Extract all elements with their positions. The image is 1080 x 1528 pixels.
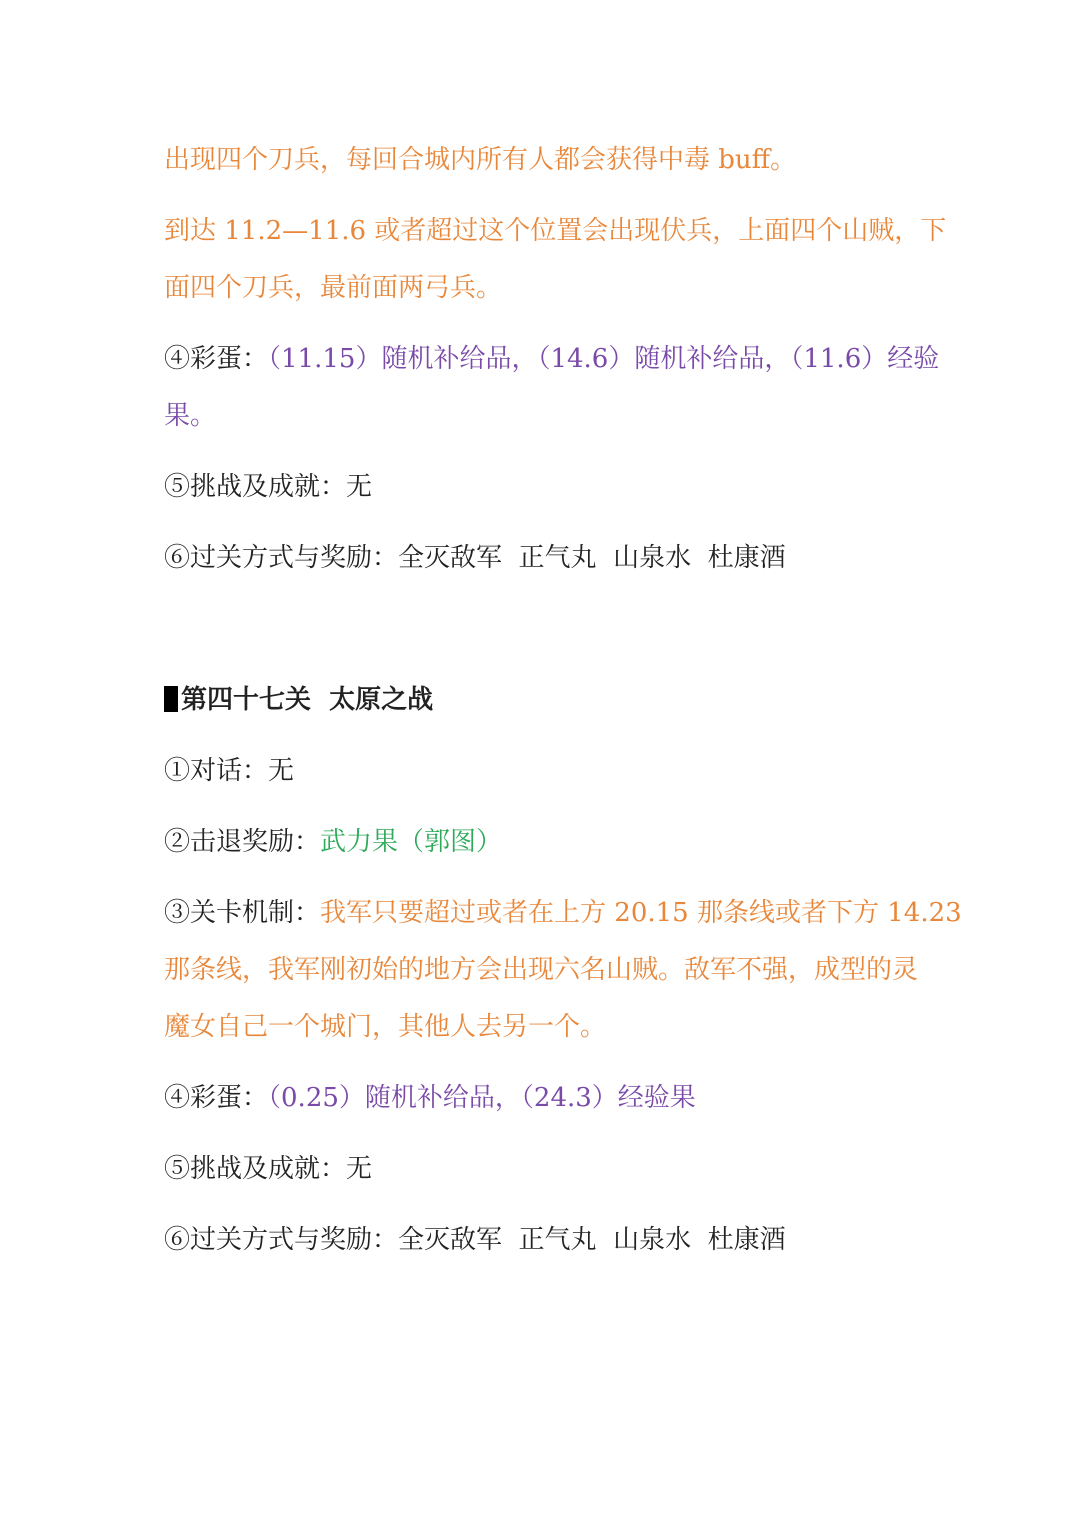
challenge-label: ⑤挑战及成就：: [164, 1154, 347, 1184]
mechanism-line-3: 魔女自己一个城门，其他人去另一个。: [164, 1012, 607, 1042]
prev-easter-egg-row: [164, 342, 940, 376]
easter-egg-label: ④彩蛋：: [164, 1083, 269, 1113]
challenge-row: [164, 1152, 924, 1186]
level-title: 第四十七关 太原之战: [181, 685, 434, 715]
reward-row: [164, 1223, 924, 1257]
level-heading: [164, 683, 924, 717]
repel-reward-value: 武力果（郭图）: [320, 827, 503, 857]
prev-challenge-value: 无: [346, 472, 373, 502]
mechanism-value-line-1: 我军只要超过或者在上方 20.15 那条线或者下方 14.23: [320, 898, 962, 928]
dialogue-row: [164, 754, 924, 788]
prev-reward-row: [164, 541, 924, 575]
mechanism-label: ③关卡机制：: [164, 898, 321, 928]
prev-mechanism-line-1: 出现四个刀兵，每回合城内所有人都会获得中毒 buff。: [164, 145, 797, 175]
easter-egg-value: （0.25）随机补给品，（24.3）经验果: [268, 1083, 696, 1113]
mechanism-line-2: 那条线，我军刚初始的地方会出现六名山贼。敌军不强，成型的灵: [164, 955, 919, 985]
mechanism-row: [164, 896, 962, 930]
prev-easter-egg-value: （11.15）随机补给品，（14.6）随机补给品，（11.6）经验: [268, 344, 940, 374]
prev-mechanism-line-3: 面四个刀兵，最前面两弓兵。: [164, 273, 503, 303]
repel-reward-row: [164, 825, 924, 859]
easter-egg-row: [164, 1081, 924, 1115]
prev-challenge-label: ⑤挑战及成就：: [164, 472, 347, 502]
reward-value: 全灭敌军 正气丸 山泉水 杜康酒: [398, 1225, 786, 1255]
prev-easter-egg-line-2: 果。: [164, 401, 217, 431]
prev-easter-egg-label: ④彩蛋：: [164, 344, 269, 374]
repel-reward-label: ②击退奖励：: [164, 827, 321, 857]
prev-reward-value: 全灭敌军 正气丸 山泉水 杜康酒: [398, 543, 786, 573]
dialogue-value: 无: [268, 756, 295, 786]
prev-reward-label: ⑥过关方式与奖励：: [164, 543, 399, 573]
prev-mechanism-line-2: 到达 11.2—11.6 或者超过这个位置会出现伏兵，上面四个山贼，下: [164, 216, 947, 246]
reward-label: ⑥过关方式与奖励：: [164, 1225, 399, 1255]
dialogue-label: ①对话：: [164, 756, 269, 786]
prev-challenge-row: [164, 470, 924, 504]
challenge-value: 无: [346, 1154, 373, 1184]
black-block-icon: [164, 686, 178, 712]
